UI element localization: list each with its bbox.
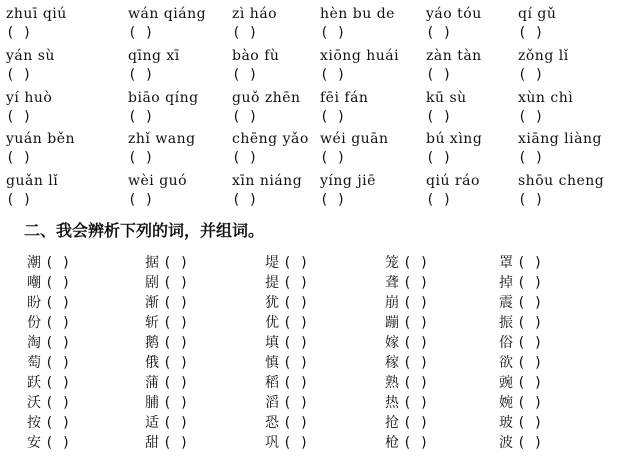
word-blank[interactable]: ( ) xyxy=(403,255,429,271)
word-blank[interactable]: ( ) xyxy=(45,355,71,371)
answer-blank[interactable]: ( ) xyxy=(518,25,544,41)
word-blank[interactable]: ( ) xyxy=(517,255,543,271)
character: 堤 xyxy=(265,255,279,271)
pinyin-row xyxy=(0,48,626,90)
word-blank[interactable]: ( ) xyxy=(283,415,309,431)
word-blank[interactable]: ( ) xyxy=(403,275,429,291)
word-blank[interactable]: ( ) xyxy=(163,435,189,451)
answer-blank[interactable]: ( ) xyxy=(320,109,346,125)
word-blank[interactable]: ( ) xyxy=(403,335,429,351)
word-blank[interactable]: ( ) xyxy=(45,255,71,271)
char-cell xyxy=(265,312,308,332)
char-cell xyxy=(385,352,428,372)
character: 慎 xyxy=(265,355,279,371)
character: 嫁 xyxy=(385,335,399,351)
pinyin-text: qí gǔ xyxy=(518,6,557,22)
char-cell xyxy=(145,352,188,372)
character: 份 xyxy=(27,315,41,331)
char-cell xyxy=(499,332,542,352)
answer-blank[interactable]: ( ) xyxy=(6,67,32,83)
pinyin-text: xùn chì xyxy=(518,90,574,106)
pinyin-text: zhuī qiú xyxy=(6,6,67,22)
character: 提 xyxy=(265,275,279,291)
pinyin-text: wéi guān xyxy=(320,131,389,147)
char-cell xyxy=(265,272,308,292)
character: 据 xyxy=(145,255,159,271)
answer-blank[interactable]: ( ) xyxy=(426,150,452,166)
word-blank[interactable]: ( ) xyxy=(45,435,71,451)
char-cell xyxy=(385,412,428,432)
word-blank[interactable]: ( ) xyxy=(163,415,189,431)
pinyin-text: bào fù xyxy=(232,48,280,64)
character: 俄 xyxy=(145,355,159,371)
pinyin-text: zì háo xyxy=(232,6,278,22)
char-cell xyxy=(145,252,188,272)
char-cell xyxy=(145,272,188,292)
word-blank[interactable]: ( ) xyxy=(163,275,189,291)
word-blank[interactable]: ( ) xyxy=(517,375,543,391)
char-cell xyxy=(385,312,428,332)
char-cell xyxy=(265,432,308,452)
char-cell xyxy=(145,432,188,452)
char-cell xyxy=(27,432,70,452)
answer-blank[interactable]: ( ) xyxy=(518,109,544,125)
pinyin-text: guǒ zhēn xyxy=(232,90,301,106)
answer-blank[interactable]: ( ) xyxy=(320,192,346,208)
character: 滔 xyxy=(265,395,279,411)
word-blank[interactable]: ( ) xyxy=(403,355,429,371)
char-cell xyxy=(145,392,188,412)
character: 熟 xyxy=(385,375,399,391)
answer-blank[interactable]: ( ) xyxy=(320,67,346,83)
word-blank[interactable]: ( ) xyxy=(283,435,309,451)
char-cell xyxy=(145,412,188,432)
character: 鹅 xyxy=(145,335,159,351)
character: 俗 xyxy=(499,335,513,351)
pinyin-row xyxy=(0,6,626,48)
char-cell xyxy=(385,432,428,452)
pinyin-text: yáo tóu xyxy=(426,6,482,22)
character: 聋 xyxy=(385,275,399,291)
answer-blank[interactable]: ( ) xyxy=(128,192,154,208)
char-cell xyxy=(145,312,188,332)
char-cell xyxy=(265,392,308,412)
word-blank[interactable]: ( ) xyxy=(45,395,71,411)
word-blank[interactable]: ( ) xyxy=(517,315,543,331)
pinyin-text: guǎn lǐ xyxy=(6,173,59,189)
pinyin-text: shōu cheng xyxy=(518,173,605,189)
pinyin-row xyxy=(0,173,626,215)
char-cell xyxy=(27,392,70,412)
character: 玻 xyxy=(499,415,513,431)
pinyin-text: kū sù xyxy=(426,90,467,106)
char-cell xyxy=(499,392,542,412)
char-cell xyxy=(385,272,428,292)
word-blank[interactable]: ( ) xyxy=(403,315,429,331)
char-cell xyxy=(499,412,542,432)
character: 潮 xyxy=(27,255,41,271)
char-cell xyxy=(499,352,542,372)
char-cell xyxy=(265,372,308,392)
char-cell xyxy=(27,272,70,292)
character: 抢 xyxy=(385,415,399,431)
answer-blank[interactable]: ( ) xyxy=(232,109,258,125)
word-blank[interactable]: ( ) xyxy=(517,435,543,451)
word-blank[interactable]: ( ) xyxy=(403,375,429,391)
character: 优 xyxy=(265,315,279,331)
character: 稻 xyxy=(265,375,279,391)
answer-blank[interactable]: ( ) xyxy=(518,150,544,166)
word-blank[interactable]: ( ) xyxy=(283,315,309,331)
word-blank[interactable]: ( ) xyxy=(283,275,309,291)
word-blank[interactable]: ( ) xyxy=(163,255,189,271)
pinyin-text: hèn bu de xyxy=(320,6,395,22)
char-cell xyxy=(145,292,188,312)
char-cell xyxy=(385,372,428,392)
word-blank[interactable]: ( ) xyxy=(163,395,189,411)
character: 甜 xyxy=(145,435,159,451)
char-cell xyxy=(265,412,308,432)
character: 斩 xyxy=(145,315,159,331)
character: 巩 xyxy=(265,435,279,451)
word-blank[interactable]: ( ) xyxy=(517,415,543,431)
word-blank[interactable]: ( ) xyxy=(283,395,309,411)
pinyin-text: chēng yǎo xyxy=(232,131,309,147)
word-blank[interactable]: ( ) xyxy=(403,435,429,451)
answer-blank[interactable]: ( ) xyxy=(232,67,258,83)
word-blank[interactable]: ( ) xyxy=(163,315,189,331)
answer-blank[interactable]: ( ) xyxy=(128,109,154,125)
character: 盼 xyxy=(27,295,41,311)
character: 剧 xyxy=(145,275,159,291)
character: 罩 xyxy=(499,255,513,271)
word-blank[interactable]: ( ) xyxy=(45,415,71,431)
pinyin-text: xiāng liàng xyxy=(518,131,602,147)
character: 嘲 xyxy=(27,275,41,291)
character: 枪 xyxy=(385,435,399,451)
character: 渐 xyxy=(145,295,159,311)
char-cell xyxy=(385,392,428,412)
pinyin-text: yí huò xyxy=(6,90,53,106)
word-blank[interactable]: ( ) xyxy=(45,295,71,311)
answer-blank[interactable]: ( ) xyxy=(128,67,154,83)
pinyin-text: xiōng huái xyxy=(320,48,400,64)
char-cell xyxy=(27,352,70,372)
char-cell xyxy=(385,252,428,272)
answer-blank[interactable]: ( ) xyxy=(6,192,32,208)
word-blank[interactable]: ( ) xyxy=(283,255,309,271)
word-blank[interactable]: ( ) xyxy=(517,395,543,411)
character: 豌 xyxy=(499,375,513,391)
pinyin-text: bú xìng xyxy=(426,131,483,147)
word-blank[interactable]: ( ) xyxy=(45,335,71,351)
char-cell xyxy=(499,312,542,332)
pinyin-text: qiú ráo xyxy=(426,173,480,189)
word-blank[interactable]: ( ) xyxy=(403,395,429,411)
word-blank[interactable]: ( ) xyxy=(517,335,543,351)
character: 淘 xyxy=(27,335,41,351)
character: 波 xyxy=(499,435,513,451)
answer-blank[interactable]: ( ) xyxy=(6,150,32,166)
pinyin-text: yán sù xyxy=(6,48,55,64)
word-blank[interactable]: ( ) xyxy=(283,295,309,311)
character: 恐 xyxy=(265,415,279,431)
char-cell xyxy=(499,272,542,292)
char-cell xyxy=(145,372,188,392)
character: 崩 xyxy=(385,295,399,311)
word-blank[interactable]: ( ) xyxy=(403,295,429,311)
word-blank[interactable]: ( ) xyxy=(403,415,429,431)
answer-blank[interactable]: ( ) xyxy=(6,109,32,125)
character: 震 xyxy=(499,295,513,311)
answer-blank[interactable]: ( ) xyxy=(518,192,544,208)
char-cell xyxy=(265,292,308,312)
word-blank[interactable]: ( ) xyxy=(517,295,543,311)
word-blank[interactable]: ( ) xyxy=(45,315,71,331)
pinyin-text: zǒng lǐ xyxy=(518,48,569,64)
word-blank[interactable]: ( ) xyxy=(163,295,189,311)
character: 跃 xyxy=(27,375,41,391)
word-blank[interactable]: ( ) xyxy=(163,335,189,351)
answer-blank[interactable]: ( ) xyxy=(232,25,258,41)
answer-blank[interactable]: ( ) xyxy=(518,67,544,83)
word-blank[interactable]: ( ) xyxy=(517,355,543,371)
word-blank[interactable]: ( ) xyxy=(283,335,309,351)
character: 婉 xyxy=(499,395,513,411)
char-cell xyxy=(27,312,70,332)
character: 掉 xyxy=(499,275,513,291)
char-cell xyxy=(265,252,308,272)
pinyin-text: fēi fán xyxy=(320,90,369,106)
answer-blank[interactable]: ( ) xyxy=(232,192,258,208)
character: 稼 xyxy=(385,355,399,371)
answer-blank[interactable]: ( ) xyxy=(426,25,452,41)
character: 按 xyxy=(27,415,41,431)
answer-blank[interactable]: ( ) xyxy=(232,150,258,166)
char-cell xyxy=(385,332,428,352)
char-cell xyxy=(265,352,308,372)
answer-blank[interactable]: ( ) xyxy=(128,25,154,41)
character: 欲 xyxy=(499,355,513,371)
character: 振 xyxy=(499,315,513,331)
pinyin-text: biāo qíng xyxy=(128,90,199,106)
character: 热 xyxy=(385,395,399,411)
char-cell xyxy=(145,332,188,352)
answer-blank[interactable]: ( ) xyxy=(128,150,154,166)
char-cell xyxy=(27,292,70,312)
character: 安 xyxy=(27,435,41,451)
word-blank[interactable]: ( ) xyxy=(283,375,309,391)
word-blank[interactable]: ( ) xyxy=(45,375,71,391)
pinyin-text: zhǐ wang xyxy=(128,131,196,147)
char-cell xyxy=(27,412,70,432)
pinyin-text: yíng jiē xyxy=(320,173,376,189)
pinyin-text: xīn niáng xyxy=(232,173,303,189)
pinyin-text: wèi guó xyxy=(128,173,188,189)
answer-blank[interactable]: ( ) xyxy=(320,150,346,166)
answer-blank[interactable]: ( ) xyxy=(6,25,32,41)
pinyin-text: qīng xī xyxy=(128,48,180,64)
char-cell xyxy=(499,252,542,272)
character: 填 xyxy=(265,335,279,351)
answer-blank[interactable]: ( ) xyxy=(426,192,452,208)
word-blank[interactable]: ( ) xyxy=(163,375,189,391)
answer-blank[interactable]: ( ) xyxy=(426,67,452,83)
char-cell xyxy=(499,372,542,392)
char-cell xyxy=(27,252,70,272)
character: 蹦 xyxy=(385,315,399,331)
char-cell xyxy=(499,292,542,312)
character: 笼 xyxy=(385,255,399,271)
character: 脯 xyxy=(145,395,159,411)
char-cell xyxy=(499,432,542,452)
character: 适 xyxy=(145,415,159,431)
character: 萄 xyxy=(27,355,41,371)
pinyin-text: yuán běn xyxy=(6,131,76,147)
pinyin-text: zàn tàn xyxy=(426,48,482,64)
pinyin-text: wán qiáng xyxy=(128,6,207,22)
word-blank[interactable]: ( ) xyxy=(45,275,71,291)
char-cell xyxy=(385,292,428,312)
character: 犹 xyxy=(265,295,279,311)
section-2-title: 二、我会辨析下列的词，并组词。 xyxy=(24,221,265,240)
answer-blank[interactable]: ( ) xyxy=(320,25,346,41)
word-blank[interactable]: ( ) xyxy=(283,355,309,371)
answer-blank[interactable]: ( ) xyxy=(426,109,452,125)
character: 沃 xyxy=(27,395,41,411)
char-cell xyxy=(265,332,308,352)
character: 蒲 xyxy=(145,375,159,391)
word-blank[interactable]: ( ) xyxy=(517,275,543,291)
word-blank[interactable]: ( ) xyxy=(163,355,189,371)
char-cell xyxy=(27,372,70,392)
char-cell xyxy=(27,332,70,352)
pinyin-row xyxy=(0,90,626,132)
pinyin-row xyxy=(0,131,626,173)
